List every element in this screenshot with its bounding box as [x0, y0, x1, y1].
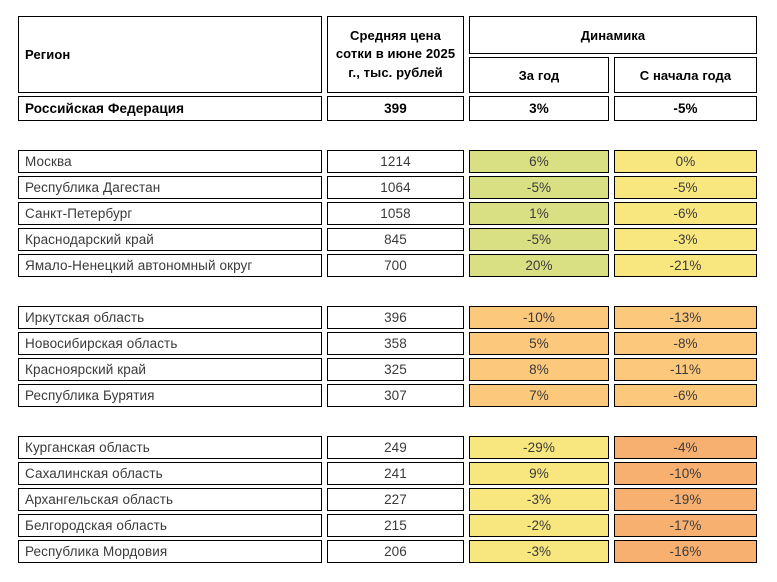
summary-price-cell: 399	[327, 96, 464, 121]
region-cell: Республика Бурятия	[18, 384, 322, 407]
year-change-cell: 20%	[469, 254, 609, 277]
region-cell: Иркутская область	[18, 306, 322, 329]
ytd-change-cell: 0%	[614, 150, 757, 173]
header-price: Средняя цена сотки в июне 2025 г., тыс. рублей	[327, 16, 464, 93]
summary-ytd-cell: -5%	[614, 96, 757, 121]
price-cell: 325	[327, 358, 464, 381]
region-cell: Республика Мордовия	[18, 540, 322, 563]
header-dynamics: Динамика	[469, 16, 757, 54]
ytd-change-cell: -17%	[614, 514, 757, 537]
header-region: Регион	[18, 16, 322, 93]
year-change-cell: -3%	[469, 488, 609, 511]
year-change-cell: -5%	[469, 228, 609, 251]
region-group-middle	[18, 306, 777, 407]
ytd-change-cell: -6%	[614, 202, 757, 225]
region-cell: Краснодарский край	[18, 228, 322, 251]
price-cell: 358	[327, 332, 464, 355]
table-row	[18, 436, 777, 459]
ytd-change-cell: -11%	[614, 358, 757, 381]
year-change-cell: 9%	[469, 462, 609, 485]
table-row	[18, 254, 777, 277]
price-cell: 307	[327, 384, 464, 407]
year-change-cell: -2%	[469, 514, 609, 537]
price-cell: 1064	[327, 176, 464, 199]
ytd-change-cell: -6%	[614, 384, 757, 407]
ytd-change-cell: -10%	[614, 462, 757, 485]
region-cell: Ямало-Ненецкий автономный округ	[18, 254, 322, 277]
table-row	[18, 514, 777, 537]
region-cell: Архангельская область	[18, 488, 322, 511]
table-row	[18, 202, 777, 225]
ytd-change-cell: -16%	[614, 540, 757, 563]
price-cell: 845	[327, 228, 464, 251]
summary-region-cell: Российская Федерация	[18, 96, 322, 121]
table-row	[18, 384, 777, 407]
price-cell: 249	[327, 436, 464, 459]
table-row	[18, 462, 777, 485]
region-cell: Красноярский край	[18, 358, 322, 381]
table-row	[18, 228, 777, 251]
table-row	[18, 150, 777, 173]
price-cell: 700	[327, 254, 464, 277]
year-change-cell: -5%	[469, 176, 609, 199]
table-row	[18, 306, 777, 329]
table-row	[18, 332, 777, 355]
price-cell: 227	[327, 488, 464, 511]
table-row	[18, 540, 777, 563]
table-row	[18, 176, 777, 199]
header-year: За год	[469, 57, 609, 93]
summary-year-cell: 3%	[469, 96, 609, 121]
ytd-change-cell: -21%	[614, 254, 757, 277]
region-cell: Белгородская область	[18, 514, 322, 537]
year-change-cell: 8%	[469, 358, 609, 381]
region-group-bottom	[18, 436, 777, 563]
header-ytd: С начала года	[614, 57, 757, 93]
region-group-top	[18, 150, 777, 277]
year-change-cell: -29%	[469, 436, 609, 459]
year-change-cell: 5%	[469, 332, 609, 355]
year-change-cell: 6%	[469, 150, 609, 173]
region-cell: Новосибирская область	[18, 332, 322, 355]
price-cell: 215	[327, 514, 464, 537]
table-row	[18, 488, 777, 511]
price-cell: 241	[327, 462, 464, 485]
price-cell: 1058	[327, 202, 464, 225]
region-cell: Москва	[18, 150, 322, 173]
year-change-cell: 7%	[469, 384, 609, 407]
table-row	[18, 358, 777, 381]
ytd-change-cell: -13%	[614, 306, 757, 329]
table-header	[18, 16, 777, 93]
year-change-cell: -3%	[469, 540, 609, 563]
region-cell: Курганская область	[18, 436, 322, 459]
ytd-change-cell: -8%	[614, 332, 757, 355]
summary-row	[18, 96, 777, 121]
region-cell: Сахалинская область	[18, 462, 322, 485]
ytd-change-cell: -3%	[614, 228, 757, 251]
year-change-cell: 1%	[469, 202, 609, 225]
price-cell: 1214	[327, 150, 464, 173]
ytd-change-cell: -19%	[614, 488, 757, 511]
price-cell: 396	[327, 306, 464, 329]
ytd-change-cell: -4%	[614, 436, 757, 459]
price-cell: 206	[327, 540, 464, 563]
region-cell: Санкт-Петербург	[18, 202, 322, 225]
year-change-cell: -10%	[469, 306, 609, 329]
region-cell: Республика Дагестан	[18, 176, 322, 199]
ytd-change-cell: -5%	[614, 176, 757, 199]
